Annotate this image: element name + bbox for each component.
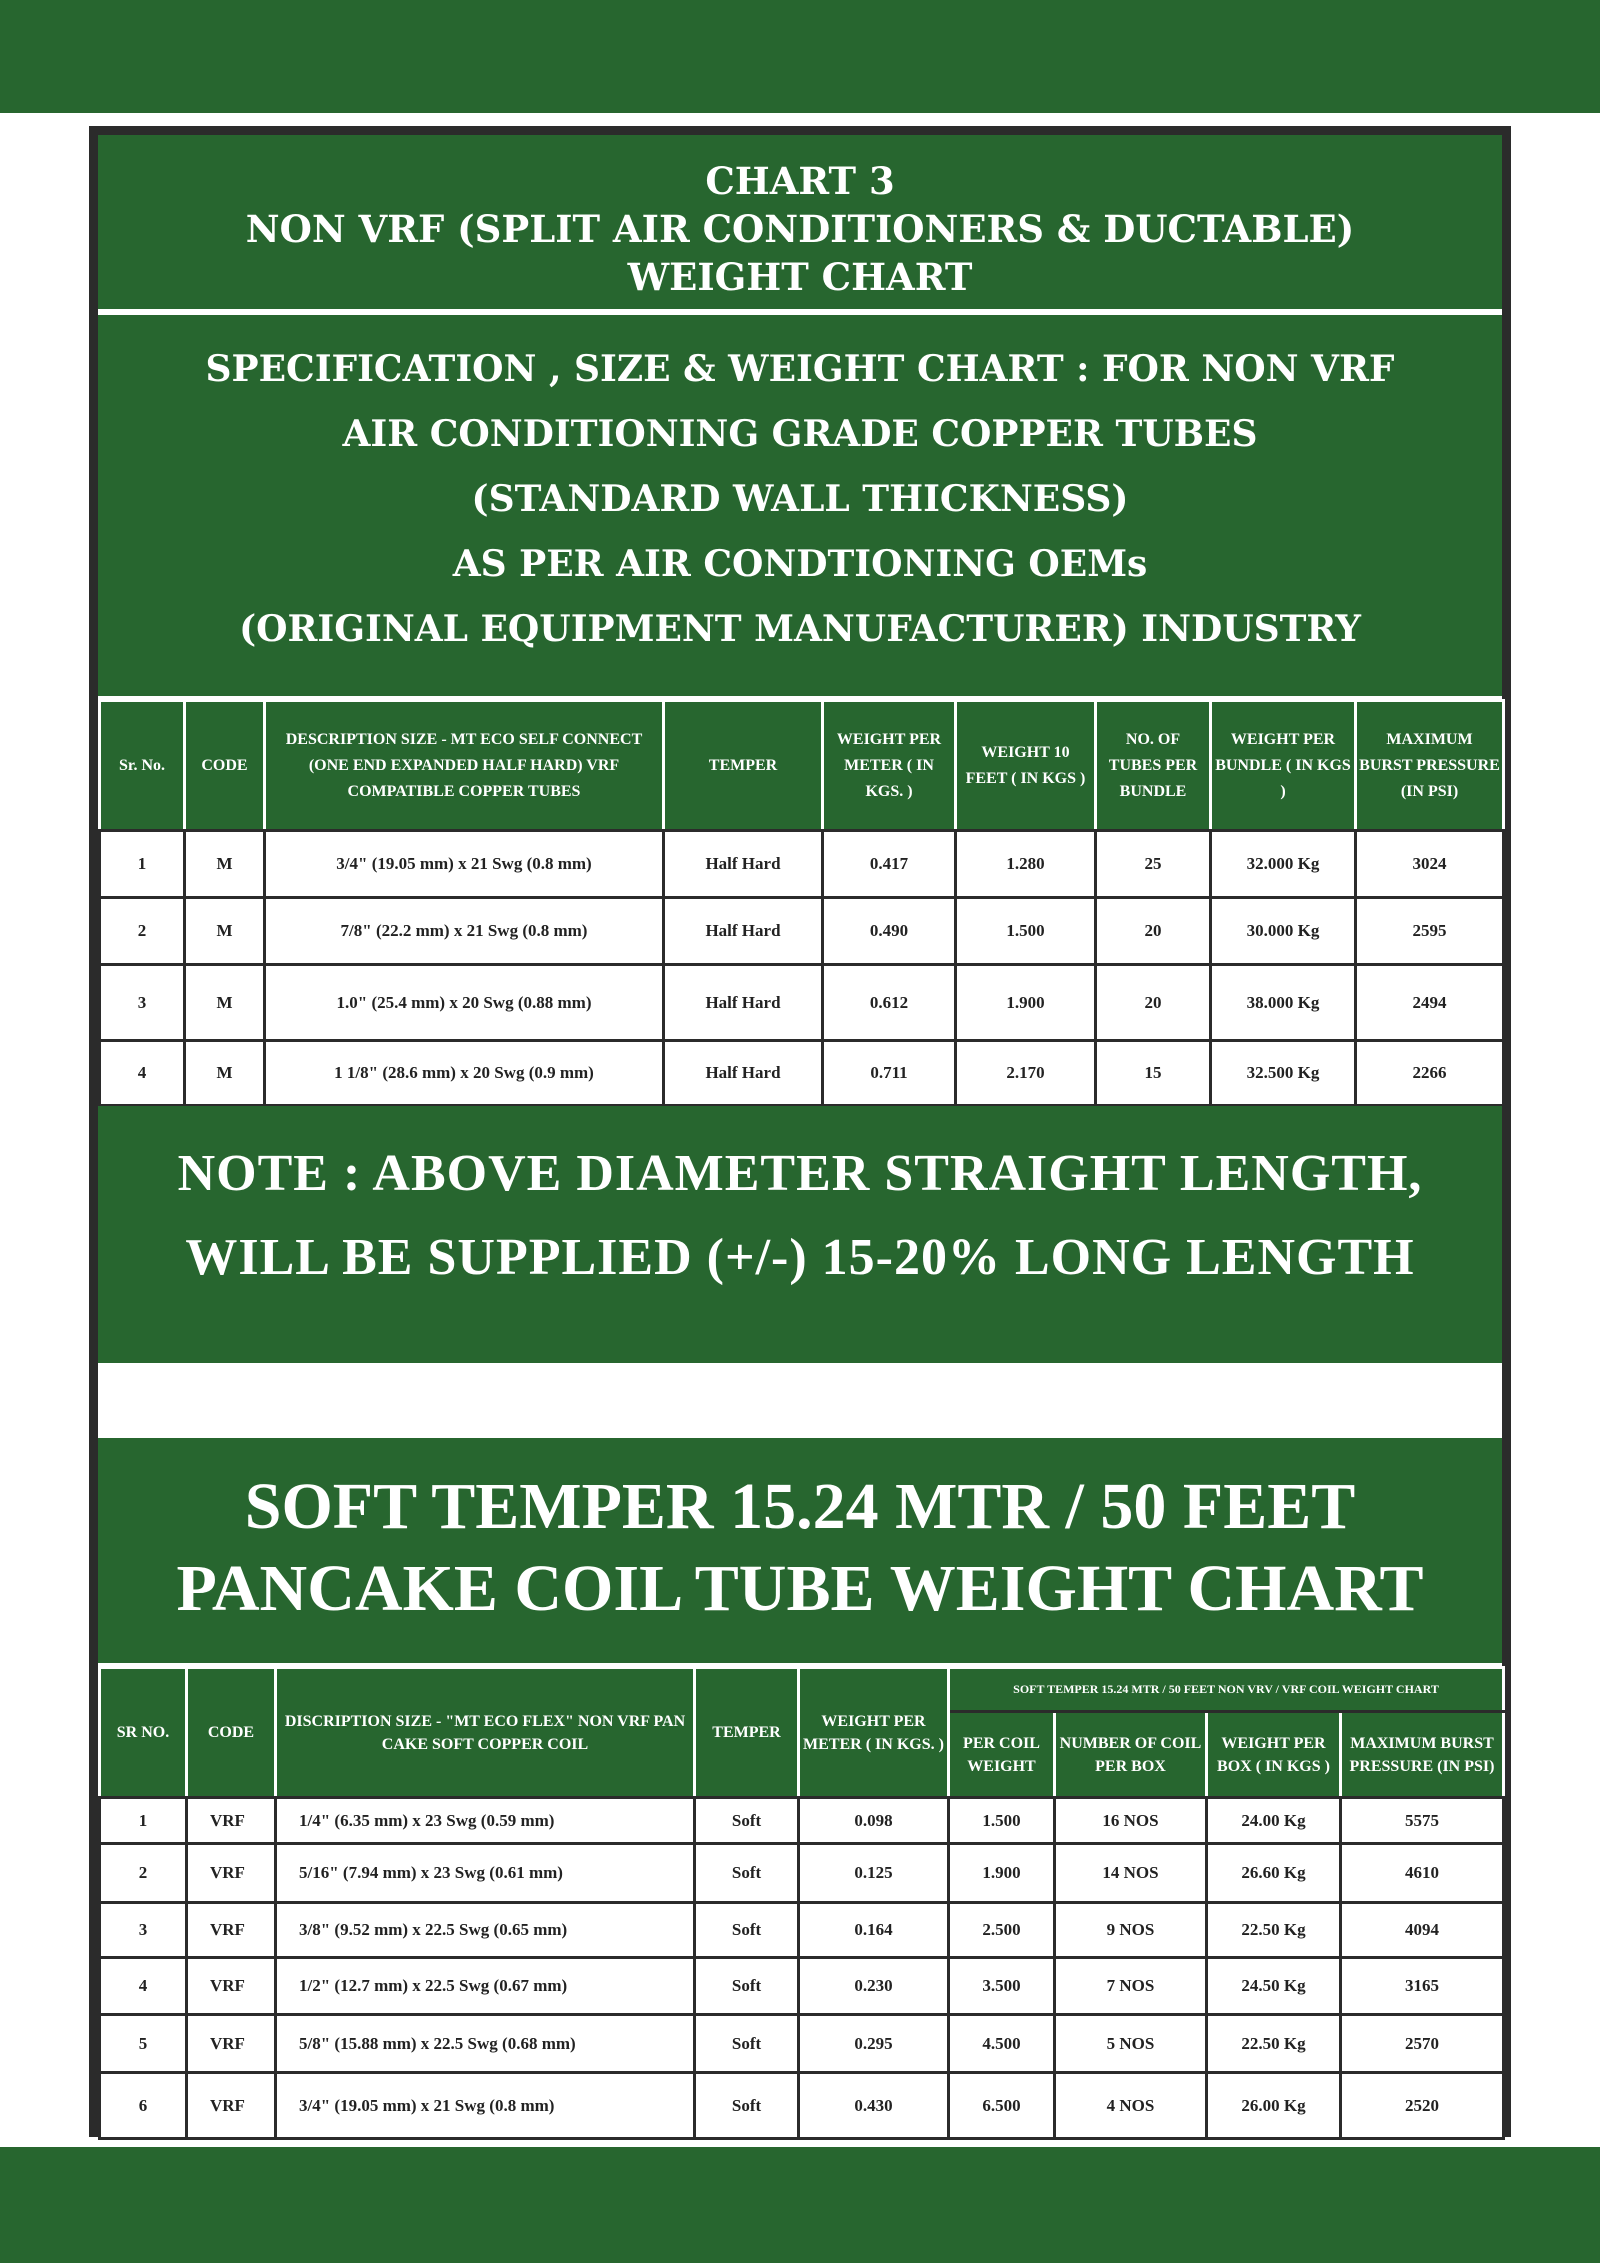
column-header: WEIGHT PER METER ( IN KGS. ) bbox=[823, 701, 956, 831]
table-cell: 2.500 bbox=[949, 1903, 1055, 1958]
table-cell: 5/16" (7.94 mm) x 23 Swg (0.61 mm) bbox=[276, 1844, 695, 1903]
top-band bbox=[0, 0, 1600, 113]
table-cell: 0.164 bbox=[799, 1903, 949, 1958]
table-cell: 2 bbox=[100, 1844, 187, 1903]
table-cell: 22.50 Kg bbox=[1207, 2015, 1341, 2073]
table-cell: 6.500 bbox=[949, 2073, 1055, 2139]
table-row bbox=[100, 1958, 1504, 2015]
table-cell: M bbox=[185, 965, 265, 1041]
table-cell: VRF bbox=[187, 1798, 276, 1844]
table-cell: 9 NOS bbox=[1055, 1903, 1207, 1958]
column-header: MAXIMUM BURST PRESSURE (IN PSI) bbox=[1356, 701, 1504, 831]
table-cell: 2520 bbox=[1341, 2073, 1504, 2139]
column-header: WEIGHT PER BUNDLE ( IN KGS ) bbox=[1211, 701, 1356, 831]
table-cell: VRF bbox=[187, 1844, 276, 1903]
table-cell: 5 bbox=[100, 2015, 187, 2073]
table-cell: M bbox=[185, 898, 265, 965]
note-line: WILL BE SUPPLIED (+/-) 15-20% LONG LENGTH bbox=[185, 1229, 1415, 1286]
table-cell: 2570 bbox=[1341, 2015, 1504, 2073]
table-cell: Soft bbox=[695, 2015, 799, 2073]
table-cell: 0.430 bbox=[799, 2073, 949, 2139]
group-header: SOFT TEMPER 15.24 MTR / 50 FEET NON VRV / VRF COIL WEIGHT CHART bbox=[949, 1668, 1504, 1712]
table-cell: 3 bbox=[100, 965, 185, 1041]
column-header: TEMPER bbox=[695, 1668, 799, 1798]
table-cell: 3.500 bbox=[949, 1958, 1055, 2015]
column-header: CODE bbox=[187, 1668, 276, 1798]
chart-title bbox=[98, 135, 1502, 312]
table-row bbox=[100, 1798, 1504, 1844]
soft-line: SOFT TEMPER 15.24 MTR / 50 FEET bbox=[244, 1470, 1356, 1543]
table-cell: 26.60 Kg bbox=[1207, 1844, 1341, 1903]
table-cell: 2494 bbox=[1356, 965, 1504, 1041]
table-cell: 2595 bbox=[1356, 898, 1504, 965]
spec-line: (STANDARD WALL THICKNESS) bbox=[471, 478, 1129, 520]
chart-frame bbox=[89, 126, 1511, 2137]
spec-line: AIR CONDITIONING GRADE COPPER TUBES bbox=[342, 413, 1258, 455]
table-cell: 0.417 bbox=[823, 831, 956, 898]
table-cell: 3/8" (9.52 mm) x 22.5 Swg (0.65 mm) bbox=[276, 1903, 695, 1958]
table-cell: 0.230 bbox=[799, 1958, 949, 2015]
table-cell: 0.711 bbox=[823, 1041, 956, 1106]
table-cell: 14 NOS bbox=[1055, 1844, 1207, 1903]
table-cell: VRF bbox=[187, 1958, 276, 2015]
column-header: NO. OF TUBES PER BUNDLE bbox=[1096, 701, 1211, 831]
table-cell: 3 bbox=[100, 1903, 187, 1958]
table-cell: 24.50 Kg bbox=[1207, 1958, 1341, 2015]
table-cell: 15 bbox=[1096, 1041, 1211, 1106]
column-header: WEIGHT 10 FEET ( IN KGS ) bbox=[956, 701, 1096, 831]
table-cell: 1 bbox=[100, 831, 185, 898]
table-cell: 20 bbox=[1096, 965, 1211, 1041]
table-cell: 24.00 Kg bbox=[1207, 1798, 1341, 1844]
table-row bbox=[100, 1903, 1504, 1958]
column-header: NUMBER OF COIL PER BOX bbox=[1055, 1712, 1207, 1798]
table-cell: 5 NOS bbox=[1055, 2015, 1207, 2073]
note-banner bbox=[98, 1106, 1502, 1363]
table-cell: 0.612 bbox=[823, 965, 956, 1041]
column-header: Sr. No. bbox=[100, 701, 185, 831]
table-row bbox=[100, 1041, 1504, 1106]
column-header: SR NO. bbox=[100, 1668, 187, 1798]
column-header: WEIGHT PER METER ( IN KGS. ) bbox=[799, 1668, 949, 1798]
table-cell: 1.280 bbox=[956, 831, 1096, 898]
table-cell: 1 bbox=[100, 1798, 187, 1844]
table-cell: 6 bbox=[100, 2073, 187, 2139]
table-cell: 38.000 Kg bbox=[1211, 965, 1356, 1041]
table-cell: 5/8" (15.88 mm) x 22.5 Swg (0.68 mm) bbox=[276, 2015, 695, 2073]
table-cell: 3024 bbox=[1356, 831, 1504, 898]
table-cell: 1.500 bbox=[949, 1798, 1055, 1844]
table-row bbox=[100, 1844, 1504, 1903]
table-cell: 7/8" (22.2 mm) x 21 Swg (0.8 mm) bbox=[265, 898, 664, 965]
spec-line: AS PER AIR CONDTIONING OEMs bbox=[452, 543, 1148, 585]
table-cell: 2 bbox=[100, 898, 185, 965]
table-cell: 1.900 bbox=[949, 1844, 1055, 1903]
table-cell: 0.295 bbox=[799, 2015, 949, 2073]
table-cell: 1.900 bbox=[956, 965, 1096, 1041]
table-cell: 1/2" (12.7 mm) x 22.5 Swg (0.67 mm) bbox=[276, 1958, 695, 2015]
spec-line: SPECIFICATION , SIZE & WEIGHT CHART : FOR NON VRF bbox=[205, 348, 1395, 390]
table-row bbox=[100, 2073, 1504, 2139]
hard-tube-table bbox=[98, 699, 1505, 1107]
column-header: WEIGHT PER BOX ( IN KGS ) bbox=[1207, 1712, 1341, 1798]
table-cell: 32.000 Kg bbox=[1211, 831, 1356, 898]
table-cell: 25 bbox=[1096, 831, 1211, 898]
soft-temper-heading bbox=[98, 1438, 1502, 1663]
table-cell: 1 1/8" (28.6 mm) x 20 Swg (0.9 mm) bbox=[265, 1041, 664, 1106]
table-cell: VRF bbox=[187, 1903, 276, 1958]
column-header: PER COIL WEIGHT bbox=[949, 1712, 1055, 1798]
table-cell: 4.500 bbox=[949, 2015, 1055, 2073]
table-cell: 3/4" (19.05 mm) x 21 Swg (0.8 mm) bbox=[265, 831, 664, 898]
table-cell: 2266 bbox=[1356, 1041, 1504, 1106]
bottom-band bbox=[0, 2147, 1600, 2263]
soft-line: PANCAKE COIL TUBE WEIGHT CHART bbox=[176, 1552, 1424, 1625]
table-cell: 26.00 Kg bbox=[1207, 2073, 1341, 2139]
column-header: TEMPER bbox=[664, 701, 823, 831]
table-cell: Soft bbox=[695, 2073, 799, 2139]
table-cell: Half Hard bbox=[664, 1041, 823, 1106]
table-cell: Soft bbox=[695, 1958, 799, 2015]
table-cell: 0.125 bbox=[799, 1844, 949, 1903]
table-cell: Half Hard bbox=[664, 898, 823, 965]
table-cell: 4 bbox=[100, 1958, 187, 2015]
table-cell: 4 NOS bbox=[1055, 2073, 1207, 2139]
table-cell: 3/4" (19.05 mm) x 21 Swg (0.8 mm) bbox=[276, 2073, 695, 2139]
title-line: CHART 3 bbox=[705, 159, 895, 203]
table-cell: 30.000 Kg bbox=[1211, 898, 1356, 965]
table-cell: 1.500 bbox=[956, 898, 1096, 965]
table-row bbox=[100, 2015, 1504, 2073]
column-header: CODE bbox=[185, 701, 265, 831]
table-cell: 4610 bbox=[1341, 1844, 1504, 1903]
table-cell: 32.500 Kg bbox=[1211, 1041, 1356, 1106]
spec-line: (ORIGINAL EQUIPMENT MANUFACTURER) INDUSTRY bbox=[239, 608, 1361, 650]
table-cell: 7 NOS bbox=[1055, 1958, 1207, 2015]
table-cell: 5575 bbox=[1341, 1798, 1504, 1844]
table-cell: 2.170 bbox=[956, 1041, 1096, 1106]
table-cell: Soft bbox=[695, 1903, 799, 1958]
table-cell: 4 bbox=[100, 1041, 185, 1106]
table-cell: 20 bbox=[1096, 898, 1211, 965]
table-cell: 0.490 bbox=[823, 898, 956, 965]
column-header: DESCRIPTION SIZE - MT ECO SELF CONNECT (ONE END EXPANDED HALF HARD) VRF COMPATIBLE COPPER TUBES bbox=[265, 701, 664, 831]
table-cell: 1/4" (6.35 mm) x 23 Swg (0.59 mm) bbox=[276, 1798, 695, 1844]
pancake-coil-table bbox=[98, 1666, 1505, 2140]
table-row bbox=[100, 965, 1504, 1041]
title-line: WEIGHT CHART bbox=[627, 255, 973, 299]
table-cell: Half Hard bbox=[664, 831, 823, 898]
table-cell: Soft bbox=[695, 1844, 799, 1903]
specification-heading bbox=[98, 315, 1502, 696]
title-line: NON VRF (SPLIT AIR CONDITIONERS & DUCTABLE) bbox=[245, 207, 1355, 251]
table-cell: M bbox=[185, 831, 265, 898]
column-header: MAXIMUM BURST PRESSURE (IN PSI) bbox=[1341, 1712, 1504, 1798]
table-cell: 0.098 bbox=[799, 1798, 949, 1844]
table-cell: 3165 bbox=[1341, 1958, 1504, 2015]
table-cell: 16 NOS bbox=[1055, 1798, 1207, 1844]
table-cell: M bbox=[185, 1041, 265, 1106]
table-cell: Half Hard bbox=[664, 965, 823, 1041]
table-cell: VRF bbox=[187, 2073, 276, 2139]
table-cell: 22.50 Kg bbox=[1207, 1903, 1341, 1958]
table-row bbox=[100, 831, 1504, 898]
note-line: NOTE : ABOVE DIAMETER STRAIGHT LENGTH, bbox=[177, 1145, 1423, 1202]
table-cell: Soft bbox=[695, 1798, 799, 1844]
table-cell: 4094 bbox=[1341, 1903, 1504, 1958]
column-header: DISCRIPTION SIZE - "MT ECO FLEX" NON VRF PAN CAKE SOFT COPPER COIL bbox=[276, 1668, 695, 1798]
table-cell: 1.0" (25.4 mm) x 20 Swg (0.88 mm) bbox=[265, 965, 664, 1041]
table-cell: VRF bbox=[187, 2015, 276, 2073]
table-row bbox=[100, 898, 1504, 965]
